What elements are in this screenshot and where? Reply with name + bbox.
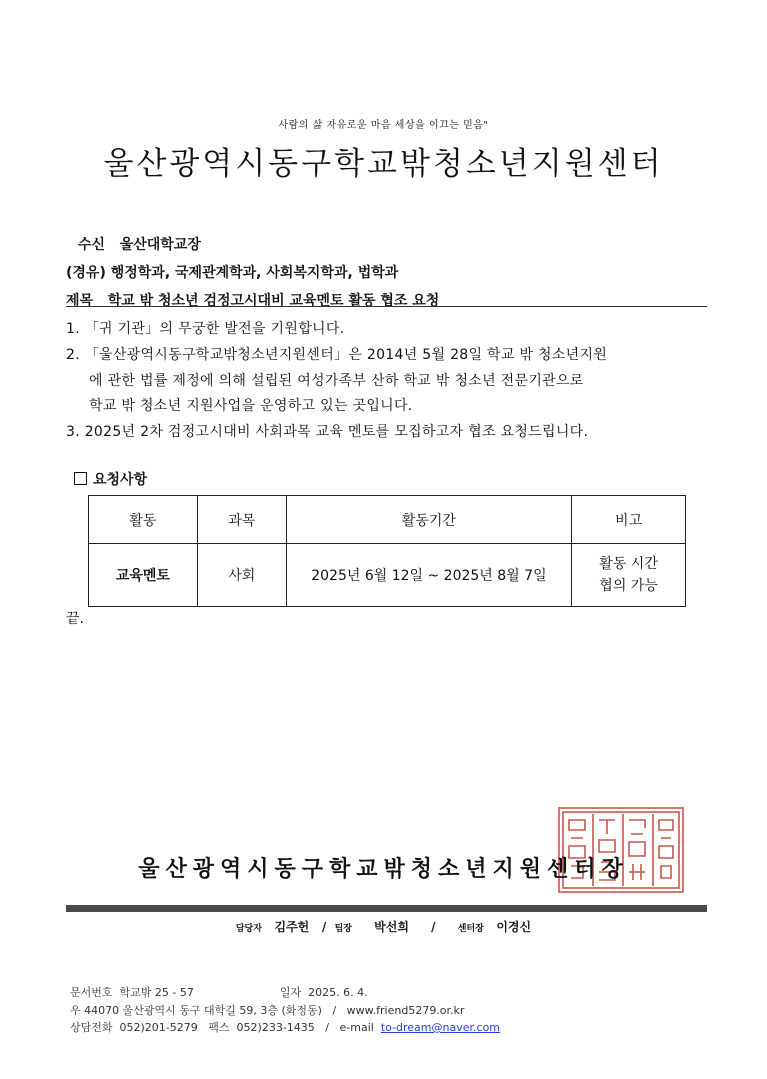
signer-separator: / xyxy=(431,920,436,934)
subject-divider xyxy=(66,306,707,307)
date-label: 일자 xyxy=(279,986,302,999)
team-lead-label: 팀장 xyxy=(334,924,352,934)
cell-activity: 교육멘토 xyxy=(89,544,198,607)
sender-name: 울산광역시동구학교밖청소년지원센터장 xyxy=(138,856,629,882)
manager-name: 김주헌 xyxy=(274,920,310,934)
subject-line xyxy=(66,290,439,310)
recipient-line xyxy=(78,234,201,254)
date: 2025. 6. 4. xyxy=(308,986,368,999)
website-link[interactable]: www.friend5279.or.kr xyxy=(346,1004,465,1017)
address: 44070 울산광역시 동구 대학길 59, 3층 (화정동) xyxy=(84,1004,322,1017)
cell-note xyxy=(572,544,686,607)
table-header-row xyxy=(89,496,686,544)
col-header-activity: 활동 xyxy=(89,496,198,544)
contact-line xyxy=(70,1019,500,1035)
phone: 052)201-5279 xyxy=(119,1021,198,1034)
recipient-label: 수신 xyxy=(78,237,106,253)
footer-separator: / xyxy=(332,1004,337,1017)
slogan: 사람의 삶 자유로운 마음 세상을 이끄는 믿음" xyxy=(278,120,489,131)
paragraph-2-line-2: 에 관한 법률 제정에 의해 설립된 여성가족부 산하 학교 밖 청소년 전문기관으로 xyxy=(89,373,584,389)
via-line xyxy=(66,262,398,282)
paragraph-2-line-3: 학교 밖 청소년 지원사업을 운영하고 있는 곳입니다. xyxy=(89,398,413,414)
end-mark: 끝. xyxy=(66,611,84,627)
checkbox-icon xyxy=(74,472,87,485)
col-header-subject: 과목 xyxy=(197,496,286,544)
col-header-note: 비고 xyxy=(572,496,686,544)
signers-line xyxy=(0,918,767,935)
footer-separator: / xyxy=(325,1021,329,1034)
doc-no: 학교밖 25 - 57 xyxy=(119,986,194,999)
via: 행정학과, 국제관계학과, 사회복지학과, 법학과 xyxy=(110,265,399,281)
paragraph-1: 1. 「귀 기관」의 무궁한 발전을 기원합니다. xyxy=(66,321,345,337)
subject-label: 제목 xyxy=(66,293,94,309)
director-name: 이경신 xyxy=(496,920,532,934)
fax: 052)233-1435 xyxy=(236,1021,315,1034)
cell-period: 2025년 6월 12일 ~ 2025년 8월 7일 xyxy=(286,544,572,607)
col-header-period: 활동기간 xyxy=(286,496,572,544)
manager-label: 담당자 xyxy=(235,924,262,934)
doc-number-line xyxy=(70,984,368,1000)
recipient: 울산대학교장 xyxy=(119,237,201,253)
footer-divider xyxy=(66,905,707,912)
table-row xyxy=(89,544,686,607)
address-line xyxy=(70,1002,464,1018)
email-link[interactable]: to-dream@naver.com xyxy=(380,1021,501,1034)
phone-label: 상담전화 xyxy=(70,1021,113,1034)
request-heading xyxy=(74,469,147,489)
cell-note-line-1: 활동 시간 xyxy=(599,556,658,572)
director-label: 센터장 xyxy=(457,924,484,934)
paragraph-2-line-1: 2. 「울산광역시동구학교밖청소년지원센터」은 2014년 5월 28일 학교 밖 청소년지원 xyxy=(66,347,608,363)
request-table xyxy=(88,495,686,607)
doc-no-label: 문서번호 xyxy=(70,986,113,999)
via-label: (경유) xyxy=(66,265,106,281)
team-lead-name: 박선희 xyxy=(374,920,409,934)
request-heading-label: 요청사항 xyxy=(93,472,148,488)
fax-label: 팩스 xyxy=(208,1021,230,1034)
signer-separator: / xyxy=(321,920,327,934)
cell-note-line-2: 협의 가능 xyxy=(599,578,658,594)
paragraph-3: 3. 2025년 2차 검정고시대비 사회과목 교육 멘토를 모집하고자 협조 요청드립니다. xyxy=(66,424,589,440)
org-title: 울산광역시동구학교밖청소년지원센터 xyxy=(103,146,664,182)
subject: 학교 밖 청소년 검정고시대비 교육멘토 활동 협조 요청 xyxy=(107,293,440,309)
email-label: e-mail xyxy=(339,1021,374,1034)
cell-subject: 사회 xyxy=(197,544,286,607)
postal-label: 우 xyxy=(70,1004,81,1017)
